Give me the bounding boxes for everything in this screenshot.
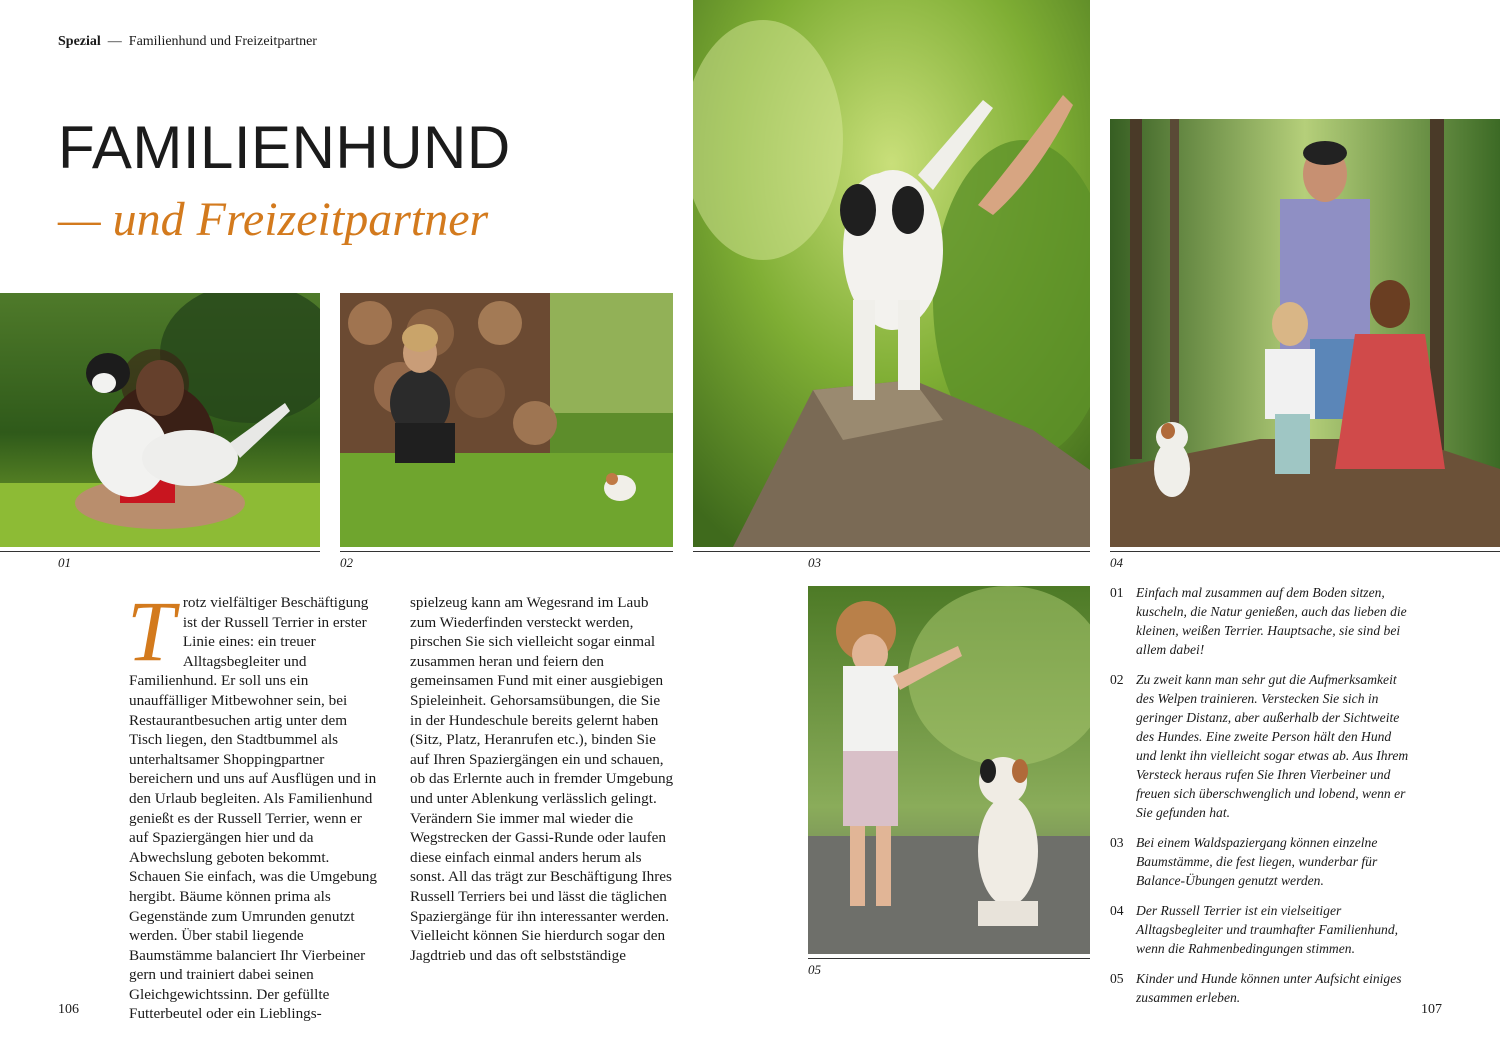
photo-03-dog-on-log xyxy=(693,0,1090,547)
caption-04 xyxy=(1110,901,1410,958)
caption-text: Bei einem Waldspaziergang können einzelne Baumstämme, die fest liegen, wunderbar für Balance-Übungen genutzt werden. xyxy=(1136,835,1378,888)
caption-number: 03 xyxy=(1110,835,1124,850)
body-column-2 xyxy=(410,593,674,965)
photo-02-woman-with-puppy xyxy=(340,293,673,547)
photo-05-number: 05 xyxy=(808,962,821,977)
caption-02 xyxy=(1110,670,1410,822)
photo-01-girl-with-dog xyxy=(0,293,320,547)
page-number-left: 106 xyxy=(58,1002,79,1017)
body-text-column-1: rotz vielfältiger Beschäftigung ist der Russell Terrier in erster Linie eines: ein treuer Alltagsbegleiter und Familienhund. Er soll uns ein unauffälliger Mitbewohner sein, bei Restaurantbesuchen artig unter dem Tisch liegen, den Stadtbummel als unterhaltsamer Shoppingpartner bereichern und uns auf Ausflügen und in den Urlaub begleiten. Als Familienhund genießt es der Russell Terrier, wenn er auf Spaziergängen hier und da Abwechslung geboten bekommt. Schauen Sie einfach, was die Umgebung hergibt. Bäume können prima als Gegenstände zum Umrunden genutzt werden. Über stabil liegende Baumstämme balanciert Ihr Vierbeiner gern und trainiert dabei seinen Gleichgewichtssinn. Der gefüllte Futterbeutel oder ein Lieblings- xyxy=(129,594,377,1023)
caption-number: 05 xyxy=(1110,971,1124,986)
photo-04-rule xyxy=(1110,551,1500,552)
caption-number: 02 xyxy=(1110,672,1124,687)
page-number-right: 107 xyxy=(1421,1002,1442,1017)
caption-text: Zu zweit kann man sehr gut die Aufmerksamkeit des Welpen trainieren. Verstecken Sie sich in geringer Distanz, aber außerhalb der Sichtweite des Hundes. Eine zweite Person hält den Hund und lenkt ihn vielleicht sogar etwas ab. Aus Ihrem Versteck heraus rufen Sie Ihren Vierbeiner und freuen sich überschwenglich und lobend, wenn er Sie gefunden hat. xyxy=(1136,672,1409,820)
caption-text: Der Russell Terrier ist ein vielseitiger Alltagsbegleiter und traumhafter Familienhund, wenn die Rahmenbedingungen stimmen. xyxy=(1136,903,1399,956)
running-head-topic: Familienhund und Freizeitpartner xyxy=(128,34,317,49)
caption-01 xyxy=(1110,583,1410,659)
photo-03-rule xyxy=(693,551,1090,552)
photo-05-rule xyxy=(808,958,1090,959)
caption-text: Kinder und Hunde können unter Aufsicht einiges zusammen erleben. xyxy=(1136,971,1402,1005)
page-title: FAMILIENHUND xyxy=(58,114,511,181)
photo-01-number: 01 xyxy=(58,555,71,570)
photo-05-child-with-dog xyxy=(808,586,1090,954)
photo-02-number: 02 xyxy=(340,555,353,570)
body-text-column-2: spielzeug kann am Wegesrand im Laub zum Wiederfinden versteckt werden, pirschen Sie sich vielleicht sogar einmal zusammen heran und feiern den gemeinsamen Fund mit einer ausgiebigen Spieleinheit. Gehorsamsübungen, die Sie in der Hundeschule bereits gelernt haben (Sitz, Platz, Heranrufen etc.), binden Sie auf Ihren Spaziergängen ein und schauen, ob das Erlernte auch in fremder Umgebung und unter Ablenkung verlässlich gelingt. Verändern Sie immer mal wieder die Wegstrecken der Gassi-Runde oder laufen diese einfach einmal anders herum als sonst. All das trägt zur Beschäftigung Ihres Russell Terriers bei und lässt die täglichen Spaziergänge für ihn interessanter werden. Vielleicht können Sie hierdurch sogar den Jagdtrieb und das oft selbstständige xyxy=(410,594,674,964)
caption-text: Einfach mal zusammen auf dem Boden sitzen, kuscheln, die Natur genießen, auch das lieben die kleinen, weißen Terrier. Hauptsache, sie sind bei allem dabei! xyxy=(1136,585,1407,657)
photo-02-rule xyxy=(340,551,673,552)
caption-03 xyxy=(1110,833,1410,890)
section-label: Spezial xyxy=(58,34,101,49)
photo-03-number: 03 xyxy=(808,555,821,570)
photo-01-rule xyxy=(0,551,320,552)
photo-04-family-walk xyxy=(1110,119,1500,547)
caption-number: 01 xyxy=(1110,585,1124,600)
photo-captions xyxy=(1110,583,1410,1018)
running-head-separator: — xyxy=(107,34,122,49)
caption-number: 04 xyxy=(1110,903,1124,918)
photo-04-number: 04 xyxy=(1110,555,1123,570)
running-head xyxy=(58,34,317,50)
page-subtitle: — und Freizeitpartner xyxy=(58,193,489,246)
body-column-1 xyxy=(127,583,383,1024)
caption-05 xyxy=(1110,969,1410,1007)
dropcap: T xyxy=(127,583,175,679)
